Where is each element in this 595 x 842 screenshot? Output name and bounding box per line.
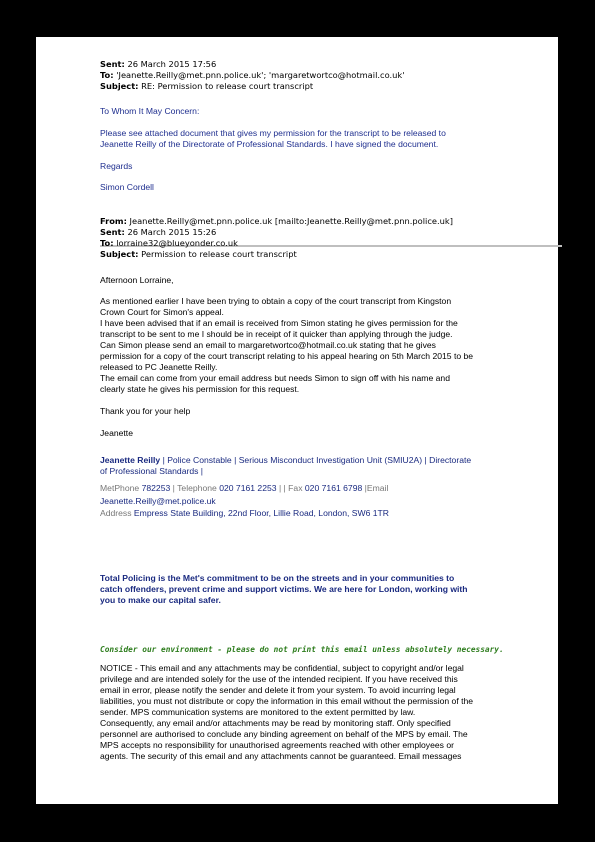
reply-greeting: To Whom It May Concern: <box>100 106 200 116</box>
signature-email-link[interactable]: Jeanette.Reilly@met.police.uk <box>100 496 216 506</box>
reply-to-line: To: 'Jeanette.Reilly@met.pnn.police.uk'; 'margaretwortco@hotmail.co.uk' <box>100 70 405 80</box>
orig-body-line: permission for a copy of the court transcript relating to his appeal hearing on 5th March 2015 to be <box>100 351 474 361</box>
orig-body-line: released to PC Jeanette Reilly. <box>100 362 218 372</box>
signature-phones: MetPhone 782253 | Telephone 020 7161 2253 | | Fax 020 7161 6798 |Email <box>100 483 389 493</box>
reply-sent-line: Sent: 26 March 2015 17:56 <box>100 59 217 69</box>
reply-para-line: Jeanette Reilly of the Directorate of Professional Standards. I have signed the document. <box>100 139 439 149</box>
notice-line: personnel are authorised to conclude any binding agreement on behalf of the MPS by email. The <box>100 729 468 739</box>
orig-body-line: clearly state he gives his permission for this request. <box>100 384 300 394</box>
orig-body-line: Can Simon please send an email to margaretwortco@hotmail.co.uk stating that he gives <box>100 340 436 350</box>
notice-line: liabilities, you must not distribute or copy the information in this email without the permission of the <box>100 696 474 706</box>
document-page <box>36 37 558 833</box>
signature-address: Address Empress State Building, 22nd Floor, Lillie Road, London, SW6 1TR <box>100 508 390 518</box>
notice-line: privilege and are intended solely for the use of the intended recipient. If you have received this <box>100 674 458 684</box>
reply-signature: Simon Cordell <box>100 182 154 192</box>
orig-from-line: From: Jeanette.Reilly@met.pnn.police.uk [mailto:Jeanette.Reilly@met.pnn.police.uk] <box>100 216 453 226</box>
slogan-line: catch offenders, prevent crime and support victims. We are here for London, working with <box>100 584 468 594</box>
signature-line-2: of Professional Standards | <box>100 466 204 476</box>
page-number: 2010 <box>290 818 318 833</box>
orig-body-line: transcript to be sent to me I should be in receipt of it quicker than applying through the judge. <box>100 329 453 339</box>
signature-line-1: Jeanette Reilly | Police Constable | Serious Misconduct Investigation Unit (SMIU2A) | Directorate <box>100 455 472 465</box>
reply-subject-line: Subject: RE: Permission to release court transcript <box>100 81 314 91</box>
notice-line: MPS accepts no responsibility for unauthorised agreements reached with other employees or <box>100 740 454 750</box>
orig-body-line: The email can come from your email address but needs Simon to sign off with his name and <box>100 373 450 383</box>
reply-closing: Regards <box>100 161 133 171</box>
orig-body-line: I have been advised that if an email is received from Simon stating he gives permission for the <box>100 318 458 328</box>
reply-para-line: Please see attached document that gives my permission for the transcript to be released to <box>100 128 446 138</box>
notice-line: NOTICE - This email and any attachments may be confidential, subject to copyright and/or legal <box>100 663 464 673</box>
orig-sent-line: Sent: 26 March 2015 15:26 <box>100 227 217 237</box>
environment-note: Consider our environment - please do not print this email unless absolutely necessary. <box>100 645 504 654</box>
orig-body-line: As mentioned earlier I have been trying to obtain a copy of the court transcript from Kingston <box>100 296 452 306</box>
notice-line: email in error, please notify the sender and delete it from your system. To avoid incurring legal <box>100 685 456 695</box>
orig-to-line: To: lorraine32@blueyonder.co.uk <box>100 238 238 248</box>
orig-name: Jeanette <box>100 428 133 438</box>
orig-greeting: Afternoon Lorraine, <box>100 275 174 285</box>
notice-line: sender. MPS communication systems are monitored to the extent permitted by law. <box>100 707 416 717</box>
orig-body-line: Crown Court for Simon's appeal. <box>100 307 224 317</box>
slogan-line: Total Policing is the Met's commitment to be on the streets and in your communities to <box>100 573 455 583</box>
orig-thanks: Thank you for your help <box>100 406 191 416</box>
notice-line: agents. The security of this email and any attachments cannot be guaranteed. Email messages <box>100 751 462 761</box>
orig-subject-line: Subject: Permission to release court transcript <box>100 249 297 259</box>
notice-line: Consequently, any email and/or attachments may be read by monitoring staff. Only specified <box>100 718 451 728</box>
slogan-line: you to make our capital safer. <box>100 595 221 605</box>
